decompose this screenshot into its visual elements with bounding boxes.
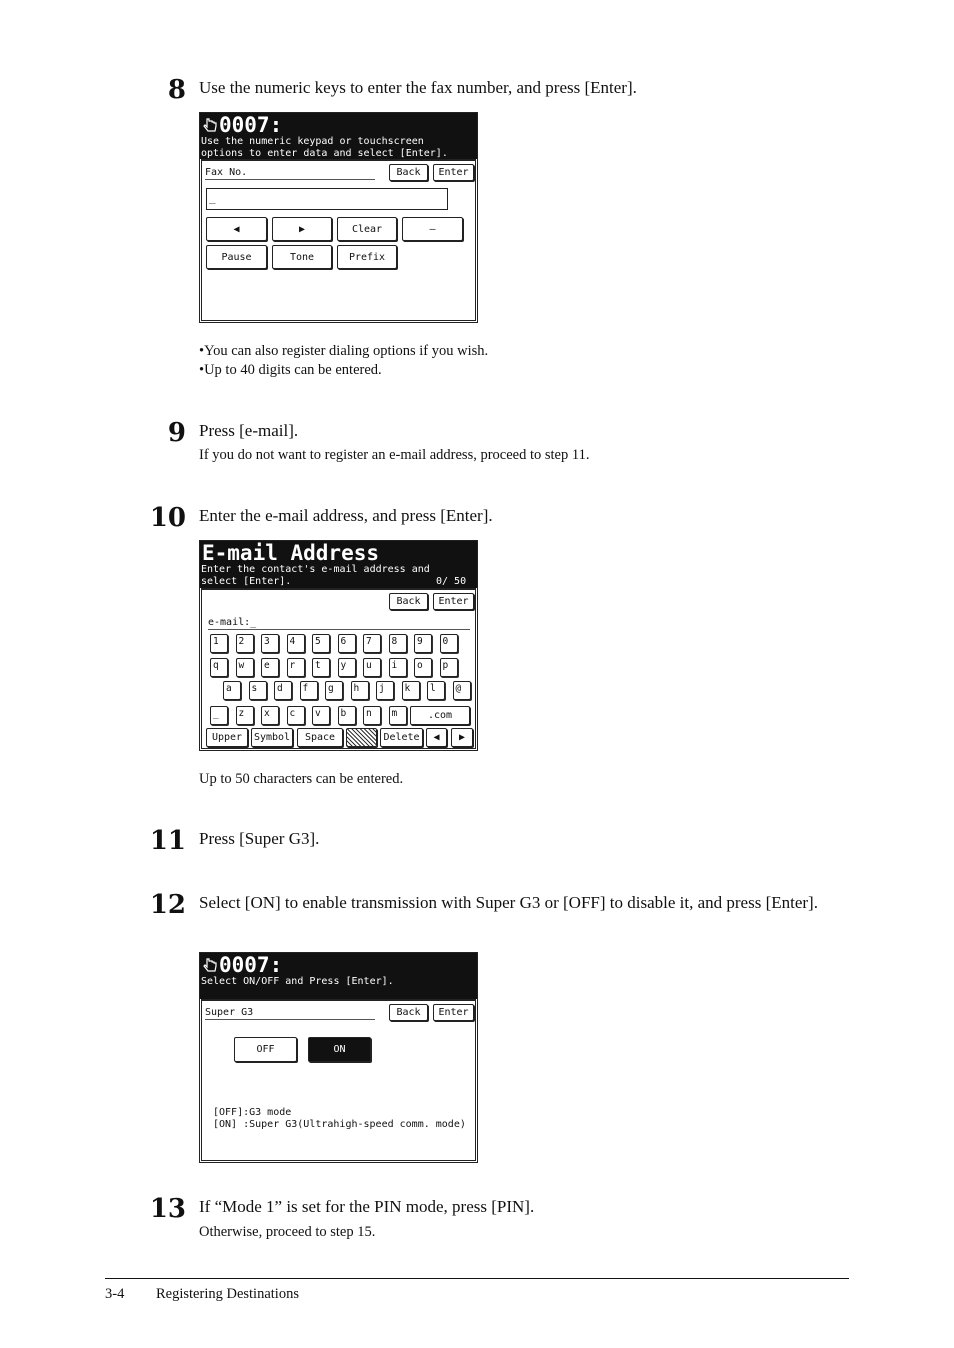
key-label: 8: [391, 636, 398, 647]
field-label: Fax No.: [205, 167, 375, 180]
screen-title: 0007:: [219, 113, 283, 137]
keyboard-key[interactable]: [351, 681, 369, 700]
key-label: d: [277, 683, 283, 694]
keyboard-key[interactable]: [325, 681, 343, 700]
keyboard-key[interactable]: [210, 634, 228, 653]
fax-number-input[interactable]: [206, 188, 448, 210]
back-button[interactable]: Back: [389, 164, 428, 181]
keyboard-key[interactable]: [427, 681, 445, 700]
keyboard-key[interactable]: [363, 634, 381, 653]
keyboard-key[interactable]: [389, 634, 407, 653]
pause-button[interactable]: Pause: [206, 245, 267, 269]
symbol-button[interactable]: Symbol: [251, 728, 293, 747]
screen-header: [200, 113, 477, 159]
keyboard-key[interactable]: [236, 634, 254, 653]
step-note: Otherwise, proceed to step 15.: [199, 1224, 376, 1240]
key-label: o: [417, 660, 423, 671]
note: •You can also register dialing options if you wish.: [199, 343, 489, 359]
keyboard-key[interactable]: [287, 658, 305, 677]
keyboard-key[interactable]: [249, 681, 267, 700]
delete-button[interactable]: Delete: [380, 728, 423, 747]
key-label: 4: [289, 636, 296, 647]
keyboard-key[interactable]: [236, 658, 254, 677]
keyboard-key[interactable]: [261, 658, 279, 677]
prefix-button[interactable]: Prefix: [337, 245, 397, 269]
key-label: h: [353, 683, 360, 694]
screen-message: Select ON/OFF and Press [Enter].: [201, 976, 394, 987]
super-g3-screen: [199, 952, 478, 1163]
key-label: 5: [315, 636, 321, 647]
keyboard-key[interactable]: [338, 634, 356, 653]
keyboard-key[interactable]: [312, 634, 330, 653]
screen-message: Use the numeric keypad or touchscreen options to enter data and select [Enter].: [201, 136, 448, 159]
keyboard-key[interactable]: [363, 706, 381, 725]
key-label: r: [289, 660, 296, 671]
step-number: 9: [167, 418, 186, 448]
key-label: j: [379, 683, 385, 694]
key-label: g: [328, 683, 334, 694]
key-label: x: [264, 708, 270, 719]
key-label: s: [251, 683, 258, 694]
key-label: n: [366, 708, 372, 719]
keyboard-key[interactable]: [312, 706, 330, 725]
step-number: 13: [149, 1194, 186, 1224]
keyboard-key[interactable]: [236, 706, 254, 725]
keyboard-key[interactable]: [261, 706, 279, 725]
key-label: m: [391, 708, 398, 719]
key-label: w: [238, 660, 245, 671]
keyboard-key[interactable]: [440, 658, 458, 677]
upper-button[interactable]: Upper: [206, 728, 248, 747]
clear-button[interactable]: Clear: [337, 217, 397, 241]
key-label: q: [213, 660, 219, 671]
keyboard-key[interactable]: [287, 706, 305, 725]
screen-title: E-mail Address: [202, 541, 380, 565]
hand-pointer-icon: [203, 117, 219, 133]
keyboard-key[interactable]: [389, 706, 407, 725]
key-label: 7: [366, 636, 372, 647]
footer-rule: [105, 1278, 849, 1279]
key-label: y: [340, 660, 347, 671]
screen-header: [200, 953, 477, 999]
key-label: 3: [264, 636, 270, 647]
step-note: If you do not want to register an e-mail address, proceed to step 11.: [199, 447, 590, 463]
key-label: _: [213, 708, 219, 719]
key-label: z: [238, 708, 245, 719]
enter-button[interactable]: Enter: [433, 593, 474, 610]
fax-number-screen: [199, 112, 478, 323]
key-label: @: [455, 683, 462, 694]
cursor-left-button[interactable]: ◀: [426, 728, 447, 747]
input-value: _: [209, 191, 216, 204]
email-field[interactable]: e-mail:_: [208, 617, 470, 630]
key-label: t: [315, 660, 321, 671]
back-button[interactable]: Back: [389, 593, 428, 610]
char-counter: 0/ 50: [436, 576, 467, 587]
tone-button[interactable]: Tone: [272, 245, 332, 269]
key-label: v: [315, 708, 321, 719]
key-label: l: [430, 683, 436, 694]
key-label: k: [404, 683, 411, 694]
space-button[interactable]: Space: [297, 728, 343, 747]
screen-title: 0007:: [219, 953, 283, 977]
key-label: b: [340, 708, 347, 719]
key-label: e: [264, 660, 270, 671]
back-button[interactable]: Back: [389, 1004, 428, 1021]
hand-pointer-icon: [203, 957, 219, 973]
keyboard-key[interactable]: [312, 658, 330, 677]
keyboard-key[interactable]: [414, 658, 432, 677]
section-title: Registering Destinations: [156, 1286, 299, 1302]
key-label: 9: [417, 636, 423, 647]
dash-button[interactable]: —: [402, 217, 463, 241]
step-text: Enter the e-mail address, and press [Enter].: [199, 506, 493, 525]
on-description: [ON] :Super G3(Ultrahigh-speed comm. mode): [213, 1119, 466, 1130]
keyboard-key[interactable]: [274, 681, 292, 700]
step-number: 8: [167, 75, 186, 105]
off-description: [OFF]:G3 mode: [213, 1107, 292, 1118]
cursor-left-button[interactable]: ◀: [206, 217, 267, 241]
keyboard-key[interactable]: [402, 681, 420, 700]
keyboard-key[interactable]: [376, 681, 394, 700]
keyboard-key[interactable]: [453, 681, 471, 700]
screen-message: Enter the contact's e-mail address and select [Enter].: [201, 564, 430, 587]
keyboard-key[interactable]: [210, 706, 228, 725]
key-label: u: [366, 660, 372, 671]
step-text: Press [e-mail].: [199, 421, 299, 440]
step-text: Press [Super G3].: [199, 829, 320, 848]
disabled-key: [346, 728, 377, 747]
keyboard-key[interactable]: [440, 634, 458, 653]
keyboard-key[interactable]: [300, 681, 318, 700]
enter-button[interactable]: Enter: [433, 164, 474, 181]
keyboard-key[interactable]: [261, 634, 279, 653]
keyboard-key[interactable]: [389, 658, 407, 677]
keyboard-key[interactable]: [363, 658, 381, 677]
screen-body: [201, 159, 476, 321]
keyboard-key[interactable]: [338, 658, 356, 677]
step-text: Use the numeric keys to enter the fax number, and press [Enter].: [199, 78, 637, 97]
keyboard-key[interactable]: [223, 681, 241, 700]
note: •Up to 40 digits can be entered.: [199, 362, 382, 378]
key-label: p: [442, 660, 449, 671]
off-button[interactable]: OFF: [234, 1037, 297, 1062]
step-text: Select [ON] to enable transmission with Super G3 or [OFF] to disable it, and press [Enter].: [199, 893, 818, 912]
step-text: If “Mode 1” is set for the PIN mode, press [PIN].: [199, 1197, 535, 1216]
key-label: 1: [213, 636, 219, 647]
cursor-right-button[interactable]: ▶: [451, 728, 473, 747]
dotcom-key[interactable]: .com: [410, 706, 470, 725]
field-label: Super G3: [205, 1007, 375, 1020]
key-label: i: [391, 660, 398, 671]
key-label: 0: [442, 636, 449, 647]
enter-button[interactable]: Enter: [433, 1004, 474, 1021]
step-note: Up to 50 characters can be entered.: [199, 771, 404, 787]
key-label: c: [289, 708, 296, 719]
key-label: a: [226, 683, 232, 694]
key-label: f: [302, 683, 309, 694]
on-button[interactable]: ON: [308, 1037, 371, 1062]
keyboard-key[interactable]: [414, 634, 432, 653]
page-number: 3-4: [105, 1286, 125, 1302]
keyboard-key[interactable]: [210, 658, 228, 677]
keyboard-key[interactable]: [338, 706, 356, 725]
email-address-screen: [199, 540, 478, 751]
screen-body: [201, 999, 476, 1161]
step-number: 11: [149, 826, 186, 856]
screen-body: [201, 588, 476, 749]
key-label: 6: [340, 636, 347, 647]
cursor-right-button[interactable]: ▶: [272, 217, 332, 241]
step-number: 10: [149, 503, 186, 533]
key-label: 2: [238, 636, 245, 647]
step-number: 12: [149, 890, 186, 920]
keyboard-key[interactable]: [287, 634, 305, 653]
screen-header: [200, 541, 477, 588]
